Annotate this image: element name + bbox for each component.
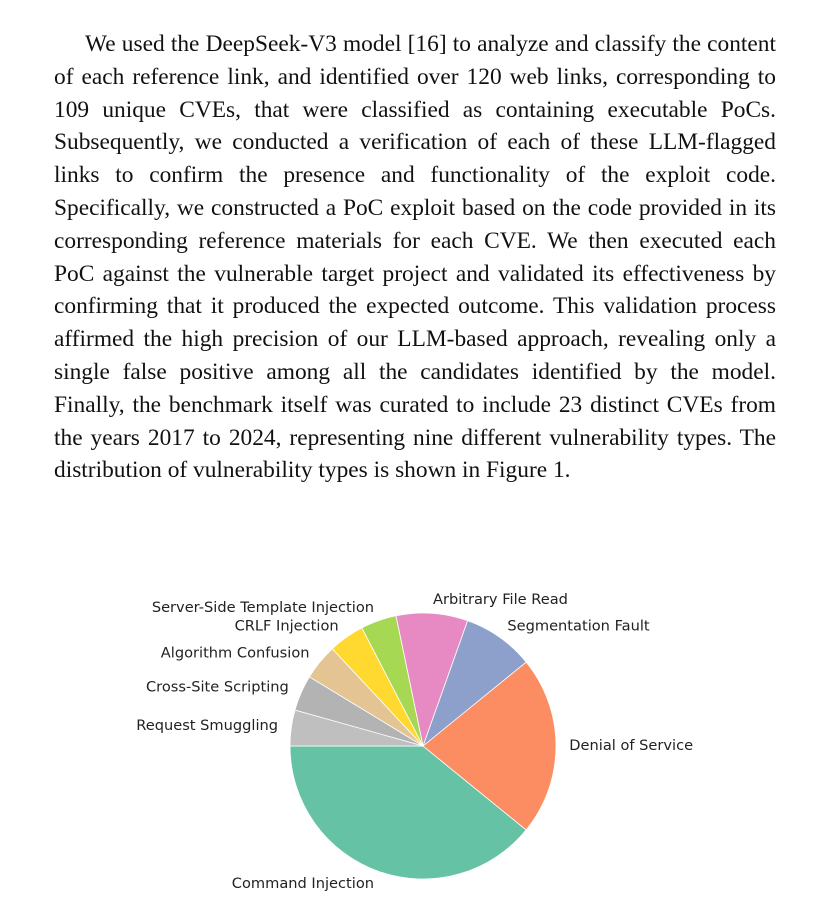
pie-label-request-smuggling: Request Smuggling — [136, 717, 279, 735]
pie-label-denial-of-service: Denial of Service — [569, 737, 694, 754]
pie-chart-svg — [0, 570, 831, 910]
pie-slices — [290, 613, 556, 879]
pie-label-arbitrary-file-read: Arbitrary File Read — [432, 591, 568, 609]
pie-label-crlf-injection: CRLF Injection — [234, 617, 339, 635]
pie-label-segmentation-fault: Segmentation Fault — [507, 617, 650, 635]
figure-1-pie-chart — [0, 570, 831, 910]
pie-label-cross-site-scripting: Cross-Site Scripting — [145, 678, 289, 696]
pie-label-server-side-template-injection: Server-Side Template Injection — [151, 599, 375, 617]
pie-label-command-injection: Command Injection — [231, 874, 375, 892]
body-paragraph: We used the DeepSeek-V3 model [16] to analyze and classify the content of each reference link, and identified over 120 web links, corresponding to 109 unique CVEs, that were classified as containing executable PoCs. Subsequently, we conducted a verification of each of these LLM-flagged links to confirm the presence and functionality of the exploit code. Specifically, we constructed a PoC exploit based on the code provided in its corresponding reference materials for each CVE. We then executed each PoC against the vulnerable target project and validated its effectiveness by confirming that it produced the expected outcome. This validation process affirmed the high precision of our LLM-based approach, revealing only a single false positive among all the candidates identified by the model. Finally, the benchmark itself was curated to include 23 distinct CVEs from the years 2017 to 2024, representing nine different vulnerability types. The distribution of vulnerability types is shown in Figure 1. — [54, 31, 776, 484]
pie-label-algorithm-confusion: Algorithm Confusion — [160, 644, 310, 662]
